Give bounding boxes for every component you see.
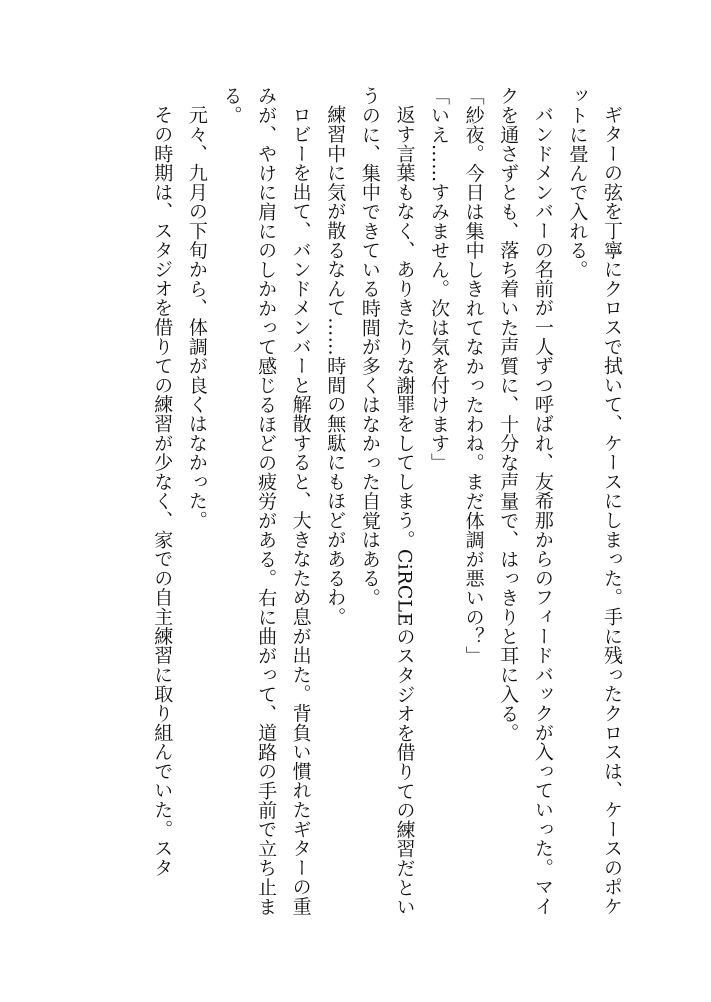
paragraph-1: ギターの弦を丁寧にクロスで拭いて、ケースにしまった。手に残ったクロスは、ケースのポケットに畳んで入れる。 bbox=[566, 86, 623, 916]
dialogue-1: 「紗夜。今日は集中しきれてなかったわね。まだ体調が悪いの？」 bbox=[462, 86, 485, 665]
vertical-text-body bbox=[145, 86, 629, 926]
paragraph-3: 返す言葉もなく、ありきたりな謝罪をしてしまう。CiRCLEのスタジオを借りての練習だというのに、集中できている時間が多くはなかった自覚はある。 bbox=[358, 86, 416, 917]
paragraph-2: バンドメンバーの名前が一人ずつ呼ばれ、友希那からのフィードバックが入っていった。マイクを通さずとも、落ち着いた声質に、十分な声量で、はっきりと耳に入る。 bbox=[497, 86, 554, 916]
paragraph-4: 練習中に気が散るなんて……時間の無駄にもほどがあるわ。 bbox=[324, 105, 347, 627]
paragraph-7: その時期は、スタジオを借りての練習が少なく、家での自主練習に取り組んでいた。スタ bbox=[151, 105, 174, 877]
dialogue-2: 「いえ……すみません。次は気を付けます」 bbox=[428, 86, 451, 472]
paragraph-6: 元々、九月の下旬から、体調が良くはなかった。 bbox=[185, 105, 208, 530]
paragraph-5: ロビーを出て、バンドメンバーと解散すると、大きなため息が出た。背負い慣れたギターの重みが、やけに肩にのしかかって感じるほどの疲労がある。右に曲がって、道路の手前で立ち止まる。 bbox=[220, 86, 312, 916]
